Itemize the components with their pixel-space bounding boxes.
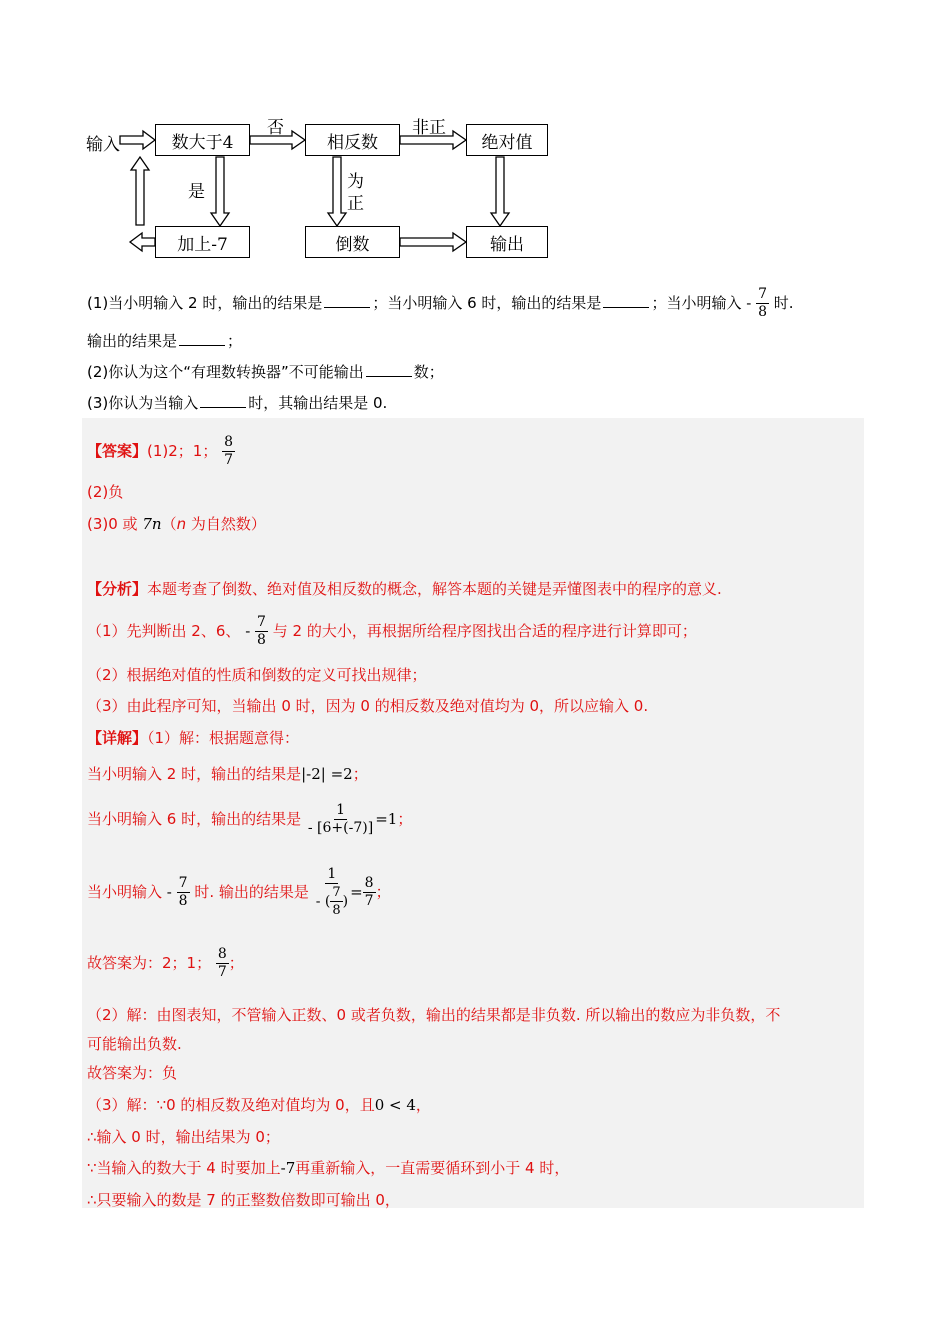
analysis-tag: 【分析】 [87,580,148,598]
detail-part2-line-1: （2）解：由图表知，不管输入正数、0 或者负数，输出的结果都是非负数. 所以输出的数应为非负数，不 [87,1006,781,1024]
label-non-positive: 非正 [412,118,446,138]
question-1-line-1 [87,286,794,321]
detail-part3-line-2: ∴输入 0 时，输出结果为 0； [87,1128,280,1146]
label-no: 否 [267,118,284,138]
analysis-point-2: （2）根据绝对值的性质和倒数的定义可找出规律； [87,666,427,684]
detail-line-4: 故答案为：2；1； $\frac{8}{7}$ ； [87,946,244,980]
blank [324,293,370,308]
box-opposite-number: 相反数 [305,124,400,156]
detail-intro: 【详解】（1）解：根据题意得： [87,729,300,747]
detail-line-1: 当小明输入 2 时，输出的结果是|-2| =2； [87,765,368,783]
q1-text-c: ；当小明输入 [651,294,742,312]
detail-part2-line-3: 故答案为：负 [87,1064,178,1082]
label-positive-2: 正 [347,194,364,214]
q1-text-a: (1)当小明输入 2 时，输出的结果是 [87,294,323,312]
box-output: 输出 [466,226,548,258]
answer-tag: 【答案】 [87,442,148,460]
box-reciprocal: 倒数 [305,226,400,258]
fraction: $\frac{7}{8}$ [257,614,266,648]
fraction: $\frac{1}{- [6+(-7)]}$ [307,802,374,836]
analysis-point-3: （3）由此程序可知，当输出 0 时，因为 0 的相反数及绝对值均为 0，所以应输入 0. [87,697,649,715]
fraction: $\frac{7}{8}$ [758,286,768,320]
detail-part2-line-2: 可能输出负数. [87,1035,182,1053]
question-2: (2)你认为这个“有理数转换器”不可能输出 数； [87,363,444,381]
minus-sign: - [746,294,752,312]
blank [200,393,246,408]
blank [179,331,225,346]
detail-tag: 【详解】 [87,729,148,747]
box-add-minus-7: 加上-7 [155,226,250,258]
detail-part3-line-1: （3）解：∵0 的相反数及绝对值均为 0，且0 < 4， [87,1096,431,1114]
label-yes: 是 [188,182,205,202]
input-label: 输入 [86,135,120,155]
complex-fraction: 1 - ( $\frac{7}{8}$ ) [315,866,349,918]
blank [366,362,412,377]
question-1-line-2: 输出的结果是 ； [87,332,243,350]
detail-part3-line-4: ∴只要输入的数是 7 的正整数倍数即可输出 0， [87,1191,400,1209]
fraction: $\frac{7}{8}$ [178,875,188,909]
q1-text-d: 时. [773,294,794,312]
detail-line-2: 当小明输入 6 时，输出的结果是 $\frac{1}{- [6+(-7)]}$ =1； [87,802,413,836]
answer-line-2: (2)负 [87,483,124,501]
fraction: $\frac{8}{7}$ [224,434,234,468]
label-positive-1: 为 [347,172,364,192]
analysis-point-1: （1）先判断出 2、6、 - $\frac{7}{8}$ 与 2 的大小，再根据所给程序图找出合适的程序进行计算即可； [87,614,697,648]
fraction: $\frac{8}{7}$ [364,875,374,909]
analysis-line: 【分析】本题考查了倒数、绝对值及相反数的概念，解答本题的关键是弄懂图表中的程序的意义. [87,580,722,598]
box-greater-than-4: 数大于4 [155,124,250,156]
detail-line-3: 当小明输入 - $\frac{7}{8}$ 时. 输出的结果是 1 - ( $\frac{7}{8}$ ) = $\frac{8}{7}$ ； [87,866,391,918]
fraction: $\frac{8}{7}$ [217,946,227,980]
blank [603,293,649,308]
answer-line-1: 【答案】(1)2；1； $\frac{8}{7}$ [87,434,234,468]
q1-text-b: ；当小明输入 6 时，输出的结果是 [372,294,602,312]
detail-part3-line-3: ∵当输入的数大于 4 时要加上-7再重新输入，一直需要循环到小于 4 时， [87,1159,570,1177]
question-3: (3)你认为当输入 时，其输出结果是 0. [87,394,388,412]
box-absolute-value: 绝对值 [466,124,548,156]
answer-line-3: (3)0 或 7n（n 为自然数） [87,515,266,533]
